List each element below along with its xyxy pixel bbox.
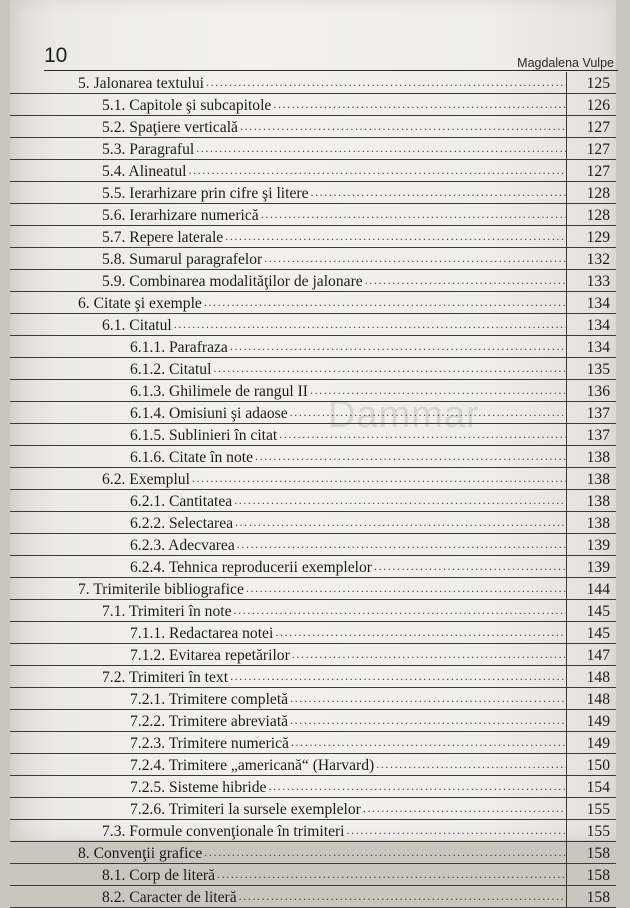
- toc-entry: [10, 116, 616, 138]
- toc-dot-leader: [363, 799, 566, 819]
- toc-entry: [10, 248, 616, 270]
- toc-dot-leader: [217, 865, 566, 885]
- toc-dot-leader: [347, 821, 566, 841]
- toc-entry-title: 7.2.3. Trimitere numerică: [130, 735, 289, 752]
- toc-dot-leader: [234, 491, 566, 511]
- toc-entry: [10, 710, 616, 732]
- toc-entry: [10, 182, 616, 204]
- toc-entry: [10, 688, 616, 710]
- toc-entry-page: 154: [566, 776, 616, 797]
- table-of-contents: [10, 72, 616, 908]
- toc-entry-page: 134: [566, 314, 616, 335]
- toc-entry-title: 5. Jalonarea textului: [78, 75, 205, 92]
- toc-entry-page: 128: [566, 204, 616, 225]
- toc-entry: [10, 820, 616, 842]
- toc-entry-title: 8.1. Corp de literă: [102, 867, 216, 884]
- toc-dot-leader: [235, 513, 566, 533]
- toc-entry-title: 7.2.4. Trimitere „americană“ (Harvard): [130, 757, 375, 774]
- toc-dot-leader: [376, 755, 566, 775]
- toc-dot-leader: [174, 315, 566, 335]
- toc-dot-leader: [311, 183, 566, 203]
- toc-dot-leader: [374, 557, 566, 577]
- toc-entry-title: 6.1.4. Omisiuni şi adaose: [130, 405, 288, 422]
- toc-entry-title: 6.1. Citatul: [102, 317, 172, 334]
- toc-dot-leader: [239, 887, 566, 907]
- toc-entry: [10, 358, 616, 380]
- toc-entry-title: 7.2. Trimiteri în text: [102, 669, 229, 686]
- toc-entry-title: 7.2.5. Sisteme hibride: [130, 779, 267, 796]
- toc-dot-leader: [213, 359, 566, 379]
- toc-entry-title: 7.3. Formule convenţionale în trimiteri: [102, 823, 345, 840]
- toc-entry-page: 138: [566, 490, 616, 511]
- toc-entry-title: 5.5. Ierarhizare prin cifre şi litere: [102, 185, 309, 202]
- toc-dot-leader: [273, 95, 566, 115]
- toc-entry: [10, 72, 616, 94]
- toc-dot-leader: [206, 73, 566, 93]
- toc-entry: [10, 336, 616, 358]
- toc-entry-title: 7.2.1. Trimitere completă: [130, 691, 289, 708]
- toc-entry-title: 5.3. Paragraful: [102, 141, 195, 158]
- toc-entry-page: 127: [566, 116, 616, 137]
- toc-entry: [10, 204, 616, 226]
- toc-entry-page: 132: [566, 248, 616, 269]
- toc-entry: [10, 622, 616, 644]
- toc-dot-leader: [291, 733, 566, 753]
- toc-entry: [10, 886, 616, 908]
- toc-dot-leader: [268, 777, 566, 797]
- toc-entry-page: 158: [566, 864, 616, 885]
- toc-entry-title: 6.2.1. Cantitatea: [130, 493, 233, 510]
- page-header: [44, 42, 618, 71]
- toc-entry-page: 150: [566, 754, 616, 775]
- toc-entry-title: 7.1.2. Evitarea repetărilor: [130, 647, 290, 664]
- toc-entry-title: 8. Convenţii grafice: [78, 845, 203, 862]
- toc-entry-page: 155: [566, 820, 616, 841]
- toc-dot-leader: [234, 601, 566, 621]
- toc-entry: [10, 270, 616, 292]
- toc-dot-leader: [192, 469, 566, 489]
- toc-entry-title: 5.4. Alineatul: [102, 163, 187, 180]
- toc-entry-title: 6.1.3. Ghilimele de rangul II: [130, 383, 308, 400]
- toc-entry-page: 139: [566, 534, 616, 555]
- toc-entry-page: 148: [566, 688, 616, 709]
- toc-entry-page: 149: [566, 732, 616, 753]
- toc-dot-leader: [292, 645, 566, 665]
- toc-entry: [10, 138, 616, 160]
- toc-dot-leader: [188, 161, 566, 181]
- toc-entry: [10, 798, 616, 820]
- toc-entry-page: 134: [566, 336, 616, 357]
- toc-entry-title: 7. Trimiterile bibliografice: [78, 581, 244, 598]
- toc-entry-page: 145: [566, 622, 616, 643]
- toc-entry-page: 138: [566, 446, 616, 467]
- toc-entry: [10, 512, 616, 534]
- toc-entry-page: 136: [566, 380, 616, 401]
- toc-dot-leader: [246, 579, 566, 599]
- toc-entry-page: 128: [566, 182, 616, 203]
- toc-entry-page: 133: [566, 270, 616, 291]
- toc-dot-leader: [237, 535, 566, 555]
- toc-entry-title: 8.2. Caracter de literă: [102, 889, 237, 906]
- toc-entry-page: 137: [566, 402, 616, 423]
- toc-entry: [10, 776, 616, 798]
- toc-entry-page: 134: [566, 292, 616, 313]
- toc-entry-title: 6.1.5. Sublinieri în citat: [130, 427, 278, 444]
- toc-entry-page: 148: [566, 666, 616, 687]
- toc-dot-leader: [230, 667, 566, 687]
- toc-entry-page: 125: [566, 72, 616, 93]
- toc-entry-page: 135: [566, 358, 616, 379]
- book-page: [10, 0, 616, 906]
- toc-entry: [10, 424, 616, 446]
- toc-entry-title: 7.2.2. Trimitere abreviată: [130, 713, 289, 730]
- toc-entry: [10, 468, 616, 490]
- toc-entry-title: 7.1. Trimiteri în note: [102, 603, 232, 620]
- toc-entry-title: 7.1.1. Redactarea notei: [130, 625, 274, 642]
- toc-entry-title: 5.7. Repere laterale: [102, 229, 224, 246]
- toc-dot-leader: [204, 293, 566, 313]
- toc-dot-leader: [264, 249, 566, 269]
- toc-entry: [10, 754, 616, 776]
- toc-entry-page: 155: [566, 798, 616, 819]
- toc-entry-page: 149: [566, 710, 616, 731]
- running-head-author: Magdalena Vulpe: [517, 56, 614, 70]
- toc-entry: [10, 556, 616, 578]
- toc-entry-title: 6.2.4. Tehnica reproducerii exemplelor: [130, 559, 372, 576]
- toc-entry: [10, 94, 616, 116]
- toc-dot-leader: [279, 425, 566, 445]
- toc-entry-page: 138: [566, 468, 616, 489]
- toc-entry: [10, 160, 616, 182]
- toc-entry-title: 6.1.1. Parafraza: [130, 339, 228, 356]
- toc-entry-title: 5.8. Sumarul paragrafelor: [102, 251, 263, 268]
- toc-entry-title: 6.2. Exemplul: [102, 471, 190, 488]
- toc-entry-page: 147: [566, 644, 616, 665]
- toc-entry: [10, 446, 616, 468]
- toc-entry: [10, 644, 616, 666]
- toc-dot-leader: [310, 381, 566, 401]
- toc-dot-leader: [275, 623, 566, 643]
- toc-dot-leader: [290, 689, 566, 709]
- toc-entry: [10, 600, 616, 622]
- toc-entry-title: 7.2.6. Trimiteri la sursele exemplelor: [130, 801, 361, 818]
- toc-entry-title: 5.1. Capitole şi subcapitole: [102, 97, 272, 114]
- toc-entry-page: 158: [566, 842, 616, 863]
- toc-entry-page: 127: [566, 138, 616, 159]
- toc-entry-title: 5.9. Combinarea modalităţilor de jalonare: [102, 273, 363, 290]
- toc-dot-leader: [255, 447, 566, 467]
- toc-entry: [10, 864, 616, 886]
- toc-dot-leader: [204, 843, 566, 863]
- toc-entry: [10, 666, 616, 688]
- toc-entry: [10, 380, 616, 402]
- toc-entry: [10, 732, 616, 754]
- toc-entry-page: 138: [566, 512, 616, 533]
- toc-entry-title: 6.1.6. Citate în note: [130, 449, 253, 466]
- toc-entry-page: 127: [566, 160, 616, 181]
- page-number: 10: [44, 44, 68, 67]
- toc-dot-leader: [230, 337, 566, 357]
- toc-entry-page: 158: [566, 886, 616, 907]
- toc-dot-leader: [365, 271, 566, 291]
- toc-entry-page: 144: [566, 578, 616, 599]
- toc-entry: [10, 490, 616, 512]
- toc-entry: [10, 402, 616, 424]
- toc-dot-leader: [225, 227, 566, 247]
- watermark: Dammar: [328, 394, 480, 436]
- toc-entry-page: 145: [566, 600, 616, 621]
- toc-entry: [10, 292, 616, 314]
- toc-dot-leader: [261, 205, 566, 225]
- toc-entry-title: 6.2.3. Adecvarea: [130, 537, 235, 554]
- toc-entry-title: 6. Citate şi exemple: [78, 295, 202, 312]
- toc-dot-leader: [196, 139, 566, 159]
- toc-entry: [10, 534, 616, 556]
- toc-entry-title: 5.2. Spaţiere verticală: [102, 119, 238, 136]
- toc-entry-title: 6.1.2. Citatul: [130, 361, 212, 378]
- toc-entry-title: 6.2.2. Selectarea: [130, 515, 234, 532]
- toc-entry: [10, 578, 616, 600]
- toc-entry-title: 5.6. Ierarhizare numerică: [102, 207, 259, 224]
- toc-entry: [10, 842, 616, 864]
- toc-entry-page: 137: [566, 424, 616, 445]
- toc-entry-page: 126: [566, 94, 616, 115]
- toc-dot-leader: [290, 403, 566, 423]
- toc-entry-page: 139: [566, 556, 616, 577]
- toc-entry: [10, 226, 616, 248]
- toc-dot-leader: [290, 711, 566, 731]
- toc-entry-page: 129: [566, 226, 616, 247]
- toc-entry: [10, 314, 616, 336]
- toc-dot-leader: [240, 117, 566, 137]
